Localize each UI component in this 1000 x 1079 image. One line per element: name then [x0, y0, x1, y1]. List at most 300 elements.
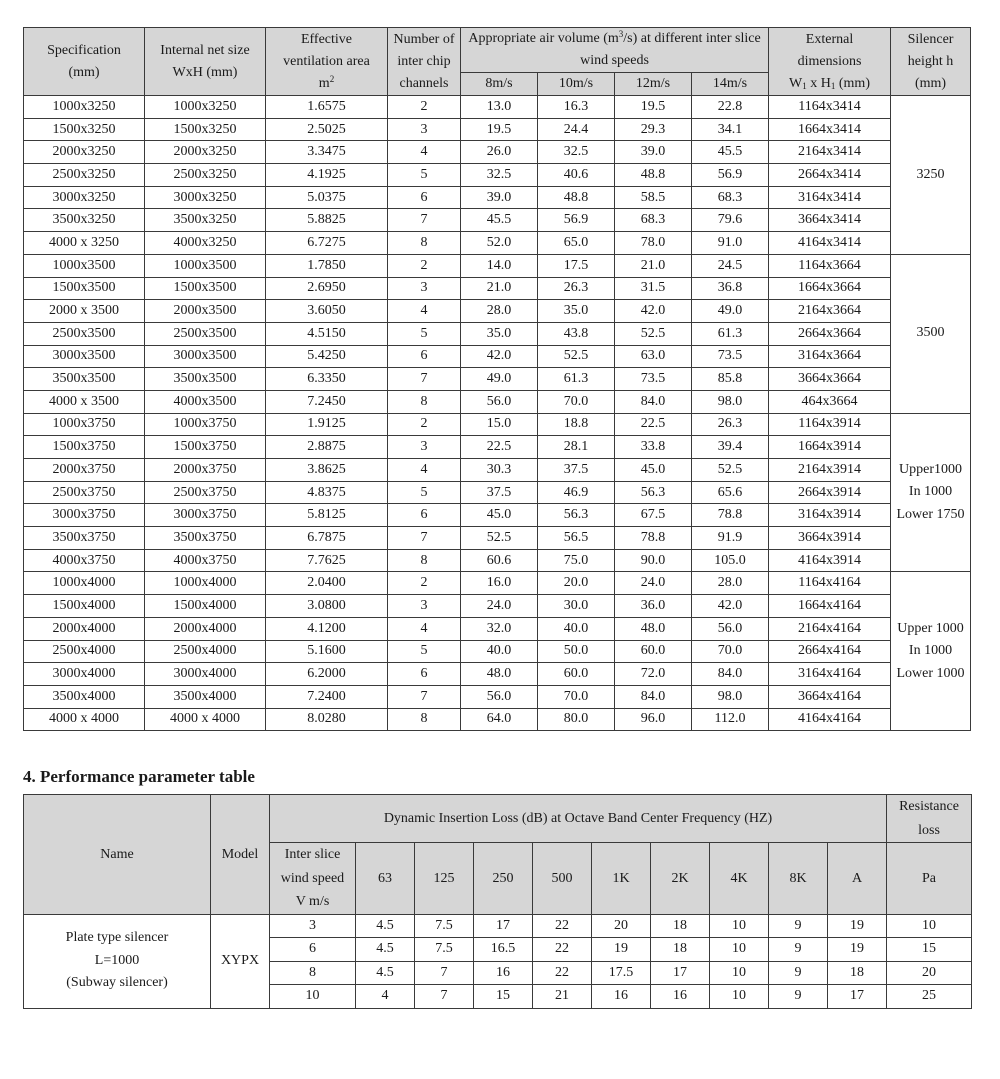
table-cell: 48.8	[538, 186, 615, 209]
table-cell: 7	[388, 685, 461, 708]
table-cell: 60.0	[538, 663, 615, 686]
table-cell: 91.0	[692, 232, 769, 255]
table-cell: 2000x4000	[24, 617, 145, 640]
table-cell: 7	[388, 527, 461, 550]
table-cell: 2000x3250	[24, 141, 145, 164]
table-row	[24, 663, 971, 686]
table-cell: 3000x3500	[24, 345, 145, 368]
table-row	[24, 436, 971, 459]
table-cell: 6.7875	[266, 527, 388, 550]
header-text: /s) at different inter slice wind speeds	[580, 31, 761, 68]
table-cell: 14.0	[461, 254, 538, 277]
table-cell: 112.0	[692, 708, 769, 731]
header-text: (mm)	[68, 64, 100, 80]
table-cell: 43.8	[538, 322, 615, 345]
table-cell: 4164x4164	[769, 708, 891, 731]
table-cell: 3000x3250	[24, 186, 145, 209]
table-cell: 5.0375	[266, 186, 388, 209]
table-cell: 19	[828, 938, 887, 962]
header-ventilation-area	[266, 28, 388, 96]
table-cell: 20.0	[538, 572, 615, 595]
table-cell: 34.1	[692, 118, 769, 141]
table-cell: 22	[533, 938, 592, 962]
table-cell: 42.0	[615, 300, 692, 323]
header-frequency: 8K	[769, 843, 828, 915]
table-cell: 2000 x 3500	[24, 300, 145, 323]
table-cell: 3164x3664	[769, 345, 891, 368]
header-frequency: 1K	[592, 843, 651, 915]
table-cell: 3664x3914	[769, 527, 891, 550]
table-cell: 3000x3500	[145, 345, 266, 368]
table-cell: 6	[388, 663, 461, 686]
table-cell: 1000x4000	[24, 572, 145, 595]
table-cell: 5.8825	[266, 209, 388, 232]
table-row	[24, 617, 971, 640]
header-text: Internal net size	[160, 42, 250, 58]
table-row	[24, 504, 971, 527]
table-cell: 84.0	[692, 663, 769, 686]
table-cell: 15.0	[461, 413, 538, 436]
table-cell: 6	[388, 345, 461, 368]
table-cell: 4.8375	[266, 481, 388, 504]
table-cell: 22.5	[461, 436, 538, 459]
table-cell: 33.8	[615, 436, 692, 459]
table-cell: 2.0400	[266, 572, 388, 595]
table-cell: 64.0	[461, 708, 538, 731]
table-row	[24, 209, 971, 232]
table-cell: 21.0	[615, 254, 692, 277]
table-row	[24, 186, 971, 209]
table-cell: 24.0	[461, 595, 538, 618]
table-row	[24, 232, 971, 255]
table-cell: 78.8	[692, 504, 769, 527]
table-cell: 24.5	[692, 254, 769, 277]
table-cell: 17	[651, 961, 710, 985]
table-cell: 17.5	[592, 961, 651, 985]
header-text: V m/s	[295, 894, 330, 909]
table-cell: 2000x4000	[145, 617, 266, 640]
table-cell: 6	[388, 504, 461, 527]
table-cell: 21.0	[461, 277, 538, 300]
table-cell: 26.0	[461, 141, 538, 164]
table-cell: 2664x4164	[769, 640, 891, 663]
table-row	[24, 914, 972, 938]
table-cell: 31.5	[615, 277, 692, 300]
header-name: Name	[24, 795, 211, 915]
table-cell: 19	[592, 938, 651, 962]
table-cell: 20	[592, 914, 651, 938]
header-frequency: 250	[474, 843, 533, 915]
table-cell: 37.5	[538, 459, 615, 482]
table-cell: 4	[388, 300, 461, 323]
table-cell: 73.5	[615, 368, 692, 391]
table-cell: 79.6	[692, 209, 769, 232]
table-cell: 10	[710, 961, 769, 985]
table-cell: 2500x4000	[145, 640, 266, 663]
table-cell: 61.3	[692, 322, 769, 345]
table-cell: 70.0	[692, 640, 769, 663]
table-cell: 1664x4164	[769, 595, 891, 618]
table-cell: 49.0	[461, 368, 538, 391]
table-cell: 16.3	[538, 96, 615, 119]
table-cell: 2164x4164	[769, 617, 891, 640]
table-cell: 7.2400	[266, 685, 388, 708]
table-cell: 7	[415, 961, 474, 985]
table-cell: 4000 x 4000	[145, 708, 266, 731]
product-name-text: L=1000	[94, 952, 140, 968]
table-cell: 1500x3750	[145, 436, 266, 459]
specification-table-body	[24, 96, 971, 731]
table-cell: 1500x3500	[145, 277, 266, 300]
table-cell: 39.0	[461, 186, 538, 209]
table-cell: 61.3	[538, 368, 615, 391]
table-cell: 65.6	[692, 481, 769, 504]
table-cell: 45.0	[615, 459, 692, 482]
header-text: External	[805, 31, 854, 47]
table-cell: 10	[887, 914, 972, 938]
table-cell: 2000x3250	[145, 141, 266, 164]
table-cell: 3500x3250	[145, 209, 266, 232]
performance-table-header	[24, 795, 972, 915]
table-cell: 3.0800	[266, 595, 388, 618]
header-silencer-height	[891, 28, 971, 96]
table-cell: 9	[769, 985, 828, 1009]
table-cell: 32.5	[538, 141, 615, 164]
table-cell: 18	[651, 938, 710, 962]
table-cell: 65.0	[538, 232, 615, 255]
table-cell: 68.3	[692, 186, 769, 209]
table-cell: 84.0	[615, 390, 692, 413]
table-cell: 6.2000	[266, 663, 388, 686]
table-cell: 3000x3750	[24, 504, 145, 527]
table-cell: 8	[388, 232, 461, 255]
table-cell: 4	[388, 459, 461, 482]
table-cell: 2	[388, 254, 461, 277]
table-cell: 4000x3750	[24, 549, 145, 572]
table-cell: 1500x3500	[24, 277, 145, 300]
table-cell: 60.6	[461, 549, 538, 572]
superscript: 3	[618, 29, 624, 39]
table-cell: 17	[828, 985, 887, 1009]
table-cell: 48.0	[461, 663, 538, 686]
table-cell: 4000 x 3500	[24, 390, 145, 413]
table-cell: 2664x3664	[769, 322, 891, 345]
table-cell: 1000x3750	[24, 413, 145, 436]
table-cell: 58.5	[615, 186, 692, 209]
table-cell: 24.4	[538, 118, 615, 141]
table-cell: 26.3	[538, 277, 615, 300]
table-cell: 56.3	[615, 481, 692, 504]
table-cell: 4.5150	[266, 322, 388, 345]
table-cell: 17.5	[538, 254, 615, 277]
table-cell: 10	[270, 985, 356, 1009]
table-cell: 1000x3500	[145, 254, 266, 277]
table-row	[24, 708, 971, 731]
table-row	[24, 368, 971, 391]
table-cell: 40.0	[461, 640, 538, 663]
silencer-height-text: Upper 1000	[897, 620, 964, 636]
table-cell: 8	[388, 549, 461, 572]
table-row	[24, 300, 971, 323]
table-cell: 75.0	[538, 549, 615, 572]
table-cell: 70.0	[538, 685, 615, 708]
table-cell: 19.5	[461, 118, 538, 141]
table-cell: 6	[270, 938, 356, 962]
table-row	[24, 549, 971, 572]
table-cell: 9	[769, 961, 828, 985]
header-text: (mm)	[914, 75, 947, 91]
table-cell: 3000x3750	[145, 504, 266, 527]
header-wind-speed	[270, 843, 356, 915]
table-cell: 4000 x 3250	[24, 232, 145, 255]
table-cell: 39.0	[615, 141, 692, 164]
table-cell: 2500x3750	[145, 481, 266, 504]
table-cell: 96.0	[615, 708, 692, 731]
table-cell: 98.0	[692, 390, 769, 413]
table-cell: 26.3	[692, 413, 769, 436]
table-cell: 3500x3500	[145, 368, 266, 391]
table-cell: 1000x3500	[24, 254, 145, 277]
section-title: 4. Performance parameter table	[23, 767, 255, 786]
table-row	[24, 118, 971, 141]
table-cell: 45.5	[461, 209, 538, 232]
table-cell: 1.9125	[266, 413, 388, 436]
table-cell: 52.5	[461, 527, 538, 550]
product-name-text: (Subway silencer)	[66, 975, 168, 991]
table-cell: 3500x3250	[24, 209, 145, 232]
table-cell: 30.0	[538, 595, 615, 618]
table-cell: 1164x4164	[769, 572, 891, 595]
table-row	[24, 481, 971, 504]
silencer-height-cell	[891, 96, 971, 255]
table-cell: 1000x4000	[145, 572, 266, 595]
table-cell: 22	[533, 914, 592, 938]
header-text: wind speed	[280, 870, 345, 886]
table-cell: 2500x3750	[24, 481, 145, 504]
header-air-volume	[461, 28, 769, 73]
table-cell: 2500x3500	[24, 322, 145, 345]
header-speed-14: 14m/s	[692, 73, 769, 96]
table-cell: 5	[388, 640, 461, 663]
table-cell: 2000x3750	[24, 459, 145, 482]
table-cell: 2000x3750	[145, 459, 266, 482]
table-row	[24, 640, 971, 663]
table-cell: 7.2450	[266, 390, 388, 413]
table-cell: 7.5	[415, 938, 474, 962]
table-cell: 3	[388, 595, 461, 618]
table-cell: 32.5	[461, 164, 538, 187]
table-cell: 8.0280	[266, 708, 388, 731]
table-cell: 5	[388, 481, 461, 504]
table-cell: 22	[533, 961, 592, 985]
table-cell: 2500x3250	[145, 164, 266, 187]
table-cell: 2500x3500	[145, 322, 266, 345]
header-text: Silencer	[907, 31, 954, 47]
header-frequency: 63	[356, 843, 415, 915]
table-cell: 7	[388, 368, 461, 391]
table-row	[24, 96, 971, 119]
table-cell: 3000x4000	[145, 663, 266, 686]
table-cell: 3.8625	[266, 459, 388, 482]
table-cell: 1000x3250	[145, 96, 266, 119]
table-cell: 18	[828, 961, 887, 985]
table-cell: 32.0	[461, 617, 538, 640]
header-frequency: 2K	[651, 843, 710, 915]
table-cell: 2164x3414	[769, 141, 891, 164]
table-cell: 28.0	[461, 300, 538, 323]
table-cell: 52.5	[692, 459, 769, 482]
table-cell: 4000x3250	[145, 232, 266, 255]
header-text: dimensions	[797, 53, 862, 69]
table-cell: 1664x3414	[769, 118, 891, 141]
table-cell: 2164x3664	[769, 300, 891, 323]
table-cell: 1164x3414	[769, 96, 891, 119]
table-cell: 9	[769, 914, 828, 938]
header-text: x H	[806, 75, 831, 91]
table-cell: 37.5	[461, 481, 538, 504]
header-text: loss	[918, 822, 940, 838]
table-cell: 1000x3750	[145, 413, 266, 436]
table-cell: 3664x3414	[769, 209, 891, 232]
table-cell: 85.8	[692, 368, 769, 391]
table-cell: 2.6950	[266, 277, 388, 300]
table-cell: 3164x3414	[769, 186, 891, 209]
table-cell: 17	[474, 914, 533, 938]
table-cell: 3.6050	[266, 300, 388, 323]
table-cell: 3664x3664	[769, 368, 891, 391]
table-cell: 39.4	[692, 436, 769, 459]
table-row	[24, 459, 971, 482]
table-cell: 19.5	[615, 96, 692, 119]
table-cell: 5.1600	[266, 640, 388, 663]
product-name-cell	[24, 914, 211, 1008]
table-cell: 4.1925	[266, 164, 388, 187]
table-cell: 5.8125	[266, 504, 388, 527]
table-cell: 40.0	[538, 617, 615, 640]
table-cell: 7.7625	[266, 549, 388, 572]
header-text: (mm)	[835, 75, 870, 91]
header-speed-8: 8m/s	[461, 73, 538, 96]
header-frequency: 4K	[710, 843, 769, 915]
table-cell: 105.0	[692, 549, 769, 572]
table-cell: 56.3	[538, 504, 615, 527]
table-cell: 2000x3500	[145, 300, 266, 323]
table-cell: 16	[651, 985, 710, 1009]
table-cell: 8	[388, 708, 461, 731]
table-cell: 10	[710, 985, 769, 1009]
table-cell: 1.7850	[266, 254, 388, 277]
table-row	[24, 345, 971, 368]
table-row	[24, 141, 971, 164]
table-cell: 78.0	[615, 232, 692, 255]
table-cell: 70.0	[538, 390, 615, 413]
silencer-height-text: In 1000	[908, 484, 953, 500]
table-cell: 3	[388, 277, 461, 300]
table-cell: 2500x3250	[24, 164, 145, 187]
table-cell: 13.0	[461, 96, 538, 119]
header-model: Model	[211, 795, 270, 915]
table-cell: 36.8	[692, 277, 769, 300]
table-cell: 10	[710, 914, 769, 938]
table-cell: 16	[474, 961, 533, 985]
table-cell: 45.5	[692, 141, 769, 164]
table-cell: 8	[270, 961, 356, 985]
silencer-height-text: 3250	[916, 166, 945, 182]
header-resistance-unit: Pa	[887, 843, 972, 915]
header-frequency: 125	[415, 843, 474, 915]
table-cell: 21	[533, 985, 592, 1009]
table-cell: 1664x3664	[769, 277, 891, 300]
table-cell: 20	[887, 961, 972, 985]
table-cell: 28.0	[692, 572, 769, 595]
table-cell: 56.5	[538, 527, 615, 550]
specification-table	[23, 27, 971, 731]
table-cell: 4000 x 4000	[24, 708, 145, 731]
table-cell: 73.5	[692, 345, 769, 368]
table-cell: 60.0	[615, 640, 692, 663]
header-frequency: 500	[533, 843, 592, 915]
silencer-height-cell	[891, 572, 971, 731]
table-cell: 3664x4164	[769, 685, 891, 708]
table-row	[24, 572, 971, 595]
table-cell: 18	[651, 914, 710, 938]
product-name-text: Plate type silencer	[65, 930, 169, 946]
table-cell: 6.7275	[266, 232, 388, 255]
header-text: height h	[907, 53, 954, 69]
table-cell: 3500x3750	[24, 527, 145, 550]
table-cell: 56.9	[538, 209, 615, 232]
header-external-dimensions	[769, 28, 891, 96]
table-cell: 22.8	[692, 96, 769, 119]
table-cell: 19	[828, 914, 887, 938]
table-row	[24, 254, 971, 277]
table-cell: 98.0	[692, 685, 769, 708]
table-cell: 3	[270, 914, 356, 938]
header-text: channels	[399, 75, 449, 91]
header-channels	[388, 28, 461, 96]
table-row	[24, 164, 971, 187]
table-cell: 49.0	[692, 300, 769, 323]
table-cell: 3	[388, 118, 461, 141]
table-cell: 42.0	[461, 345, 538, 368]
table-cell: 5.4250	[266, 345, 388, 368]
table-row	[24, 527, 971, 550]
silencer-height-text: Lower 1000	[896, 665, 965, 681]
header-text: ventilation area	[283, 53, 370, 69]
table-cell: 3500x3500	[24, 368, 145, 391]
table-cell: 63.0	[615, 345, 692, 368]
header-frequency: A	[828, 843, 887, 915]
table-cell: 4164x3914	[769, 549, 891, 572]
header-text: Effective	[300, 31, 353, 47]
table-cell: 3164x3914	[769, 504, 891, 527]
table-cell: 50.0	[538, 640, 615, 663]
table-cell: 78.8	[615, 527, 692, 550]
table-cell: 4.5	[356, 961, 415, 985]
table-cell: 16.5	[474, 938, 533, 962]
table-cell: 2500x4000	[24, 640, 145, 663]
header-text: Number of	[393, 31, 455, 47]
header-text: inter chip	[397, 53, 451, 69]
table-cell: 4	[388, 617, 461, 640]
table-cell: 22.5	[615, 413, 692, 436]
table-cell: 1500x3250	[145, 118, 266, 141]
table-cell: 45.0	[461, 504, 538, 527]
table-cell: 3.3475	[266, 141, 388, 164]
table-row	[24, 595, 971, 618]
header-internal-size	[145, 28, 266, 96]
table-cell: 8	[388, 390, 461, 413]
